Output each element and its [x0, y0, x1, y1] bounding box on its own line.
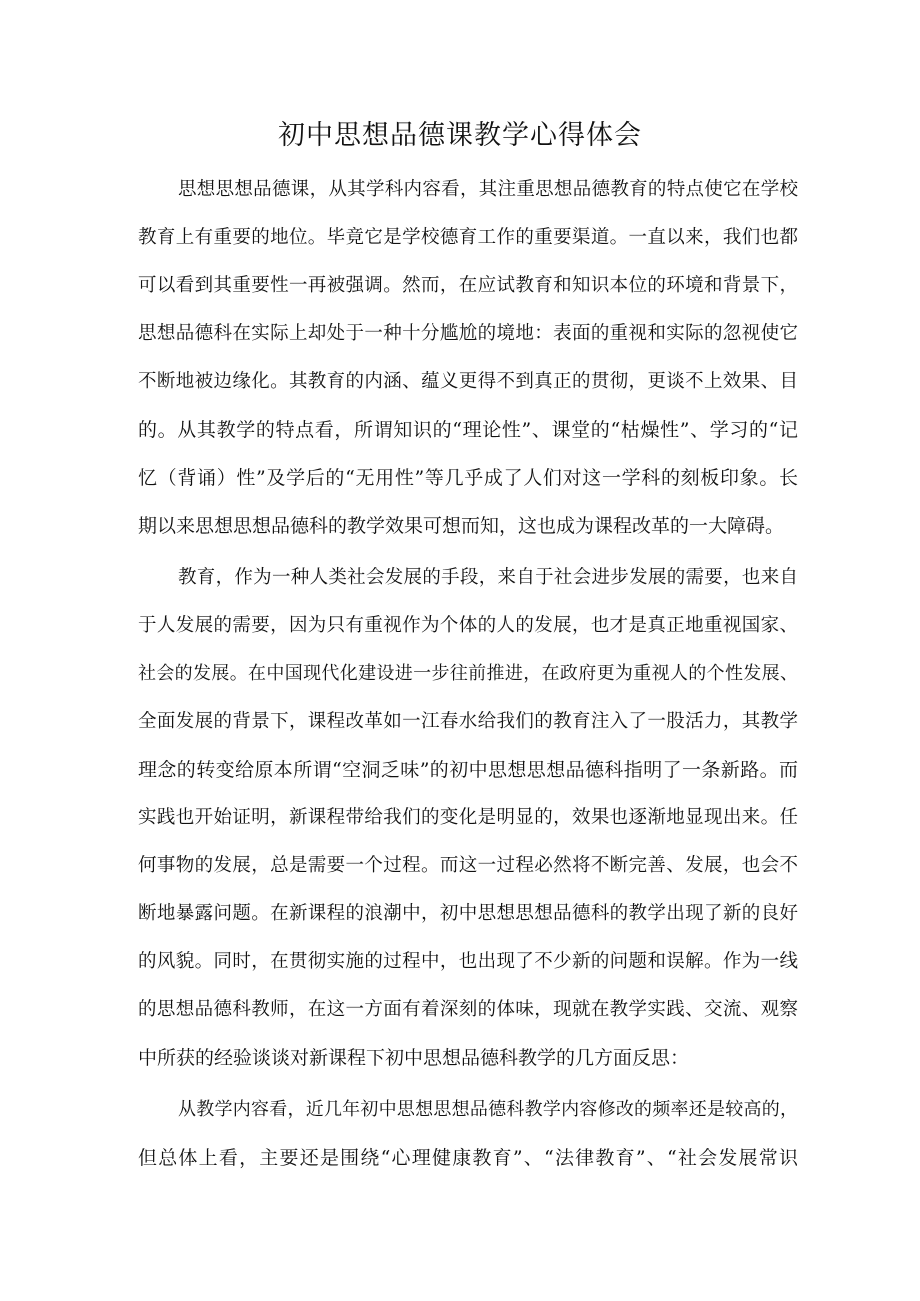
paragraph-line: 于人发展的需要，因为只有重视作为个体的人的发展，也才是真正地重视国家、 [138, 615, 798, 636]
paragraph-line: 的风貌。同时，在贯彻实施的过程中，也出现了不少新的问题和误解。作为一线 [138, 951, 798, 972]
paragraph-line: 忆（背诵）性”及学后的“无用性”等几乎成了人们对这一学科的刻板印象。长 [138, 467, 798, 489]
paragraph-line: 思想品德科在实际上却处于一种十分尴尬的境地：表面的重视和实际的忽视使它 [138, 323, 798, 344]
paragraph-line: 全面发展的背景下，课程改革如一江春水给我们的教育注入了一股活力，其教学 [138, 711, 798, 732]
paragraph-line: 期以来思想思想品德科的教学效果可想而知，这也成为课程改革的一大障碍。 [138, 515, 785, 537]
paragraph-line: 理念的转变给原本所谓“空洞乏味”的初中思想思想品德科指明了一条新路。而 [138, 759, 798, 781]
paragraph-line: 但总体上看，主要还是围绕“心理健康教育”、“法律教育”、“社会发展常识 [138, 1147, 798, 1169]
document-title: 初中思想品德课教学心得体会 [278, 120, 642, 151]
paragraph-line: 可以看到其重要性一再被强调。然而，在应试教育和知识本位的环境和背景下， [138, 275, 798, 296]
paragraph-line: 实践也开始证明，新课程带给我们的变化是明显的，效果也逐渐地显现出来。任 [138, 807, 798, 828]
paragraph-line: 的思想品德科教师，在这一方面有着深刻的体味，现就在教学实践、交流、观察 [138, 999, 798, 1020]
paragraph-line: 教育，作为一种人类社会发展的手段，来自于社会进步发展的需要，也来自 [178, 567, 798, 588]
paragraph-line: 社会的发展。在中国现代化建设进一步往前推进，在政府更为重视人的个性发展、 [138, 663, 798, 684]
paragraph-line: 教育上有重要的地位。毕竟它是学校德育工作的重要渠道。一直以来，我们也都 [138, 227, 798, 248]
paragraph-line: 中所获的经验谈谈对新课程下初中思想品德科教学的几方面反思： [138, 1047, 690, 1069]
paragraph-line: 的。从其教学的特点看，所谓知识的“理论性”、课堂的“枯燥性”、学习的“记 [138, 419, 798, 441]
paragraph-line: 从教学内容看，近几年初中思想思想品德科教学内容修改的频率还是较高的， [178, 1099, 798, 1120]
paragraph-line: 思想思想品德课，从其学科内容看，其注重思想品德教育的特点使它在学校 [178, 179, 798, 200]
paragraph-line: 不断地被边缘化。其教育的内涵、蕴义更得不到真正的贯彻，更谈不上效果、目 [138, 371, 798, 392]
paragraph-line: 何事物的发展，总是需要一个过程。而这一过程必然将不断完善、发展，也会不 [138, 855, 798, 876]
paragraph-line: 断地暴露问题。在新课程的浪潮中，初中思想思想品德科的教学出现了新的良好 [138, 903, 798, 924]
